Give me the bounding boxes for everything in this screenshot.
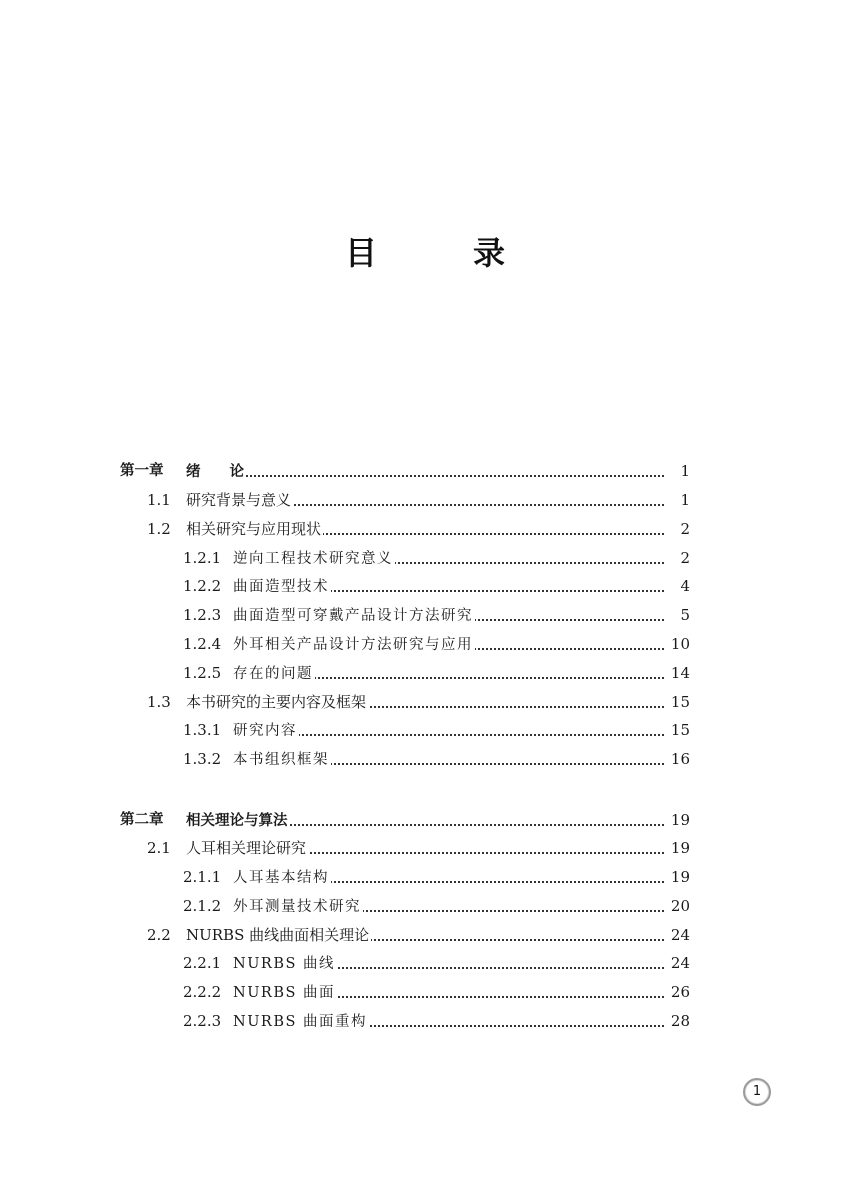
toc-entry-page: 14 bbox=[670, 664, 690, 682]
toc-entry-page: 15 bbox=[670, 693, 690, 711]
toc-entry-page: 2 bbox=[680, 520, 690, 538]
toc-entry-number: 2.2.2 bbox=[183, 983, 222, 1001]
toc-entry-title: 外耳相关产品设计方法研究与应用 bbox=[233, 637, 473, 653]
toc-entry-number: 2.1 bbox=[147, 839, 171, 857]
toc-entry-number: 第一章 bbox=[120, 463, 164, 479]
toc-leader-dots bbox=[186, 473, 664, 477]
toc-entry-number: 2.2 bbox=[147, 926, 171, 944]
toc-entry-sub[interactable] bbox=[0, 661, 850, 685]
toc-entry-sub[interactable] bbox=[0, 951, 850, 975]
toc-entry-sub[interactable] bbox=[0, 718, 850, 742]
page-title: 目 录 bbox=[344, 234, 537, 272]
toc-entry-title: 研究内容 bbox=[233, 723, 297, 739]
toc-entry-number: 1.3.2 bbox=[183, 750, 222, 768]
toc-entry-title: 绪 论 bbox=[186, 464, 244, 480]
page-number-badge: 1 bbox=[743, 1078, 771, 1106]
toc-entry-title: 人耳相关理论研究 bbox=[186, 839, 307, 857]
toc-entry-sub[interactable] bbox=[0, 546, 850, 570]
toc-entry-title: 相关理论与算法 bbox=[186, 813, 288, 829]
toc-entry-sub[interactable] bbox=[0, 1009, 850, 1033]
toc-entry-title: 存在的问题 bbox=[233, 666, 313, 682]
toc-entry-page: 1 bbox=[680, 462, 690, 480]
toc-entry-page: 19 bbox=[670, 868, 690, 886]
toc-entry-page: 24 bbox=[670, 926, 690, 944]
toc-entry-page: 5 bbox=[680, 606, 690, 624]
toc-entry-number: 1.2.2 bbox=[183, 577, 222, 595]
toc-entry-title: NURBS 曲线曲面相关理论 bbox=[186, 926, 370, 944]
toc-entry-page: 4 bbox=[680, 577, 690, 595]
toc-entry-page: 10 bbox=[670, 635, 690, 653]
toc-entry-sub[interactable] bbox=[0, 980, 850, 1004]
toc-entry-page: 26 bbox=[670, 983, 690, 1001]
toc-entry-section[interactable] bbox=[0, 923, 850, 947]
toc-entry-chapter[interactable] bbox=[0, 808, 850, 832]
toc-entry-number: 2.1.2 bbox=[183, 897, 222, 915]
toc-entry-sub[interactable] bbox=[0, 603, 850, 627]
toc-entry-page: 1 bbox=[680, 491, 690, 509]
toc-entry-title: 曲面造型可穿戴产品设计方法研究 bbox=[233, 608, 473, 624]
toc-entry-sub[interactable] bbox=[0, 894, 850, 918]
toc-entry-number: 2.1.1 bbox=[183, 868, 222, 886]
toc-entry-page: 2 bbox=[680, 549, 690, 567]
toc-entry-title: NURBS 曲面重构 bbox=[233, 1014, 368, 1030]
toc-entry-number: 1.2 bbox=[147, 520, 171, 538]
toc-entry-title: 曲面造型技术 bbox=[233, 579, 329, 595]
toc-entry-page: 19 bbox=[670, 839, 690, 857]
toc-entry-page: 19 bbox=[670, 811, 690, 829]
toc-entry-title: 本书组织框架 bbox=[233, 752, 329, 768]
toc-entry-number: 2.2.3 bbox=[183, 1012, 222, 1030]
toc-entry-section[interactable] bbox=[0, 836, 850, 860]
toc-entry-page: 20 bbox=[670, 897, 690, 915]
toc-entry-number: 1.2.1 bbox=[183, 549, 222, 567]
toc-entry-number: 2.2.1 bbox=[183, 954, 222, 972]
toc-entry-title: 本书研究的主要内容及框架 bbox=[186, 693, 367, 711]
toc-entry-sub[interactable] bbox=[0, 574, 850, 598]
toc-entry-page: 15 bbox=[670, 721, 690, 739]
toc-entry-section[interactable] bbox=[0, 488, 850, 512]
toc-entry-number: 1.2.3 bbox=[183, 606, 222, 624]
toc-entry-title: NURBS 曲线 bbox=[233, 956, 336, 972]
toc-entry-section[interactable] bbox=[0, 517, 850, 541]
toc-entry-sub[interactable] bbox=[0, 747, 850, 771]
toc-entry-number: 1.2.5 bbox=[183, 664, 222, 682]
toc-entry-sub[interactable] bbox=[0, 632, 850, 656]
toc-entry-title: 相关研究与应用现状 bbox=[186, 520, 322, 538]
toc-entry-title: 研究背景与意义 bbox=[186, 491, 292, 509]
toc-entry-section[interactable] bbox=[0, 690, 850, 714]
toc-entry-number: 1.3.1 bbox=[183, 721, 222, 739]
toc-entry-number: 1.1 bbox=[147, 491, 171, 509]
toc-entry-title: 外耳测量技术研究 bbox=[233, 899, 361, 915]
toc-entry-title: NURBS 曲面 bbox=[233, 985, 336, 1001]
toc-entry-sub[interactable] bbox=[0, 865, 850, 889]
toc-entry-page: 16 bbox=[670, 750, 690, 768]
toc-entry-number: 第二章 bbox=[120, 812, 164, 828]
toc-entry-page: 28 bbox=[670, 1012, 690, 1030]
toc-entry-title: 人耳基本结构 bbox=[233, 870, 329, 886]
toc-entry-page: 24 bbox=[670, 954, 690, 972]
toc-entry-title: 逆向工程技术研究意义 bbox=[233, 551, 393, 567]
toc-entry-number: 1.3 bbox=[147, 693, 171, 711]
toc-entry-number: 1.2.4 bbox=[183, 635, 222, 653]
toc-entry-chapter[interactable] bbox=[0, 459, 850, 483]
